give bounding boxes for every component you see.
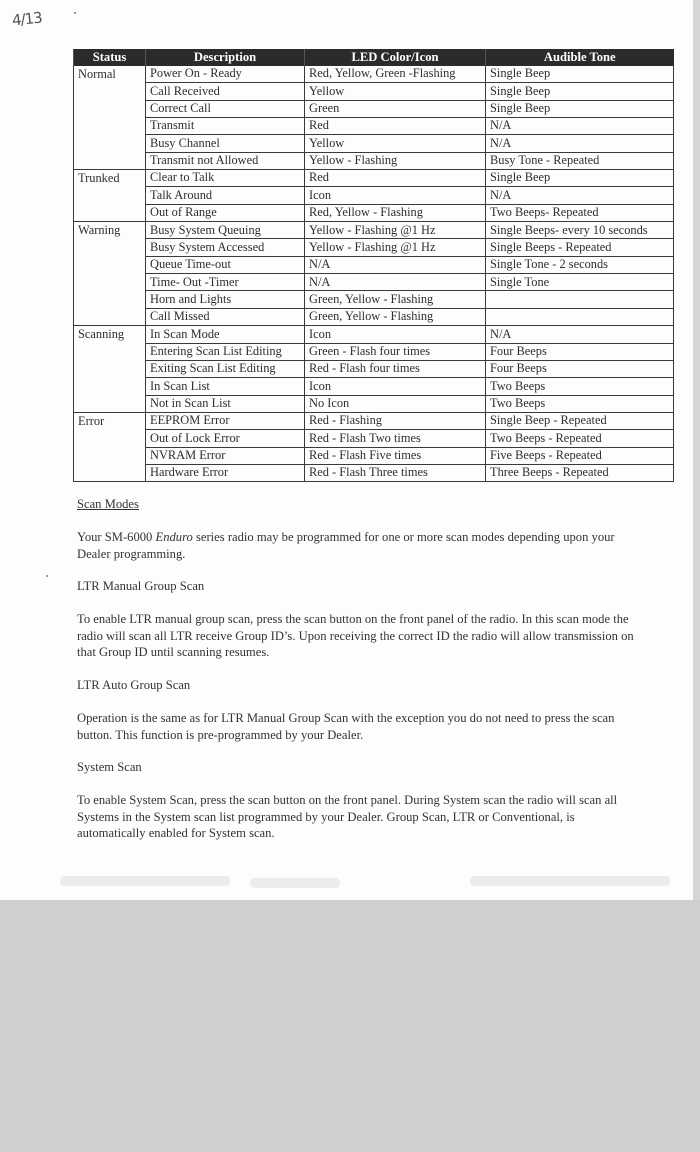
row-description: Horn and Lights <box>146 291 305 308</box>
row-audible-tone: Single Beep <box>486 83 674 100</box>
row-led-color-icon: Yellow - Flashing @1 Hz <box>305 239 486 256</box>
table-row <box>74 308 674 325</box>
row-audible-tone: Single Tone <box>486 274 674 291</box>
scan-modes-heading: Scan Modes <box>77 497 139 511</box>
table-row <box>74 170 674 187</box>
row-audible-tone: Two Beeps <box>486 395 674 412</box>
page-edge <box>693 0 700 900</box>
bleed-through-mark <box>250 878 340 888</box>
header-description: Description <box>146 49 305 66</box>
row-status <box>74 239 146 256</box>
row-description: Power On - Ready <box>146 66 305 83</box>
row-status <box>74 187 146 204</box>
row-audible-tone: Four Beeps <box>486 343 674 360</box>
row-audible-tone: Five Beeps - Repeated <box>486 447 674 464</box>
bleed-through-mark <box>470 876 670 886</box>
row-led-color-icon: Icon <box>305 378 486 395</box>
table-row <box>74 378 674 395</box>
row-status <box>74 135 146 152</box>
row-description: Out of Lock Error <box>146 430 305 447</box>
row-description: Time- Out -Timer <box>146 274 305 291</box>
table-row <box>74 100 674 117</box>
table-row <box>74 395 674 412</box>
table-row <box>74 274 674 291</box>
row-led-color-icon: Yellow <box>305 135 486 152</box>
row-led-color-icon: Red - Flash Two times <box>305 430 486 447</box>
row-audible-tone: Single Beeps - Repeated <box>486 239 674 256</box>
ltr-manual-heading: LTR Manual Group Scan <box>77 579 205 593</box>
table-row <box>74 118 674 135</box>
table-row <box>74 239 674 256</box>
table-row <box>74 430 674 447</box>
scan-speck <box>74 12 76 14</box>
intro-product-name: Enduro <box>155 530 193 544</box>
row-status: Error <box>74 412 146 429</box>
row-led-color-icon: Red - Flash Three times <box>305 464 486 481</box>
row-audible-tone: N/A <box>486 187 674 204</box>
row-description: Call Missed <box>146 308 305 325</box>
table-row <box>74 66 674 83</box>
row-description: In Scan List <box>146 378 305 395</box>
table-row <box>74 83 674 100</box>
row-description: Transmit not Allowed <box>146 152 305 169</box>
row-led-color-icon: Red - Flash Five times <box>305 447 486 464</box>
row-led-color-icon: Green, Yellow - Flashing <box>305 308 486 325</box>
scan-speck <box>46 575 48 577</box>
row-status <box>74 256 146 273</box>
row-description: Busy System Accessed <box>146 239 305 256</box>
bleed-through-mark <box>60 876 230 886</box>
ltr-auto-heading: LTR Auto Group Scan <box>77 678 191 692</box>
row-led-color-icon: Icon <box>305 187 486 204</box>
table-row <box>74 222 674 239</box>
row-led-color-icon: Red - Flashing <box>305 412 486 429</box>
table-row <box>74 326 674 343</box>
row-audible-tone: Single Tone - 2 seconds <box>486 256 674 273</box>
row-description: Busy System Queuing <box>146 222 305 239</box>
row-description: Entering Scan List Editing <box>146 343 305 360</box>
row-audible-tone: N/A <box>486 135 674 152</box>
row-description: Out of Range <box>146 204 305 221</box>
row-led-color-icon: Yellow <box>305 83 486 100</box>
ltr-auto-paragraph: Operation is the same as for LTR Manual Group Scan with the exception you do not need to press the scan button. This function is pre-programmed by your Dealer. <box>77 711 615 742</box>
table-row <box>74 256 674 273</box>
row-led-color-icon: Green <box>305 100 486 117</box>
row-status <box>74 360 146 377</box>
row-led-color-icon: Red <box>305 118 486 135</box>
table-row <box>74 187 674 204</box>
row-audible-tone <box>486 291 674 308</box>
row-description: Correct Call <box>146 100 305 117</box>
row-audible-tone: Busy Tone - Repeated <box>486 152 674 169</box>
row-led-color-icon: Yellow - Flashing <box>305 152 486 169</box>
row-audible-tone: Single Beep <box>486 66 674 83</box>
ltr-manual-paragraph: To enable LTR manual group scan, press the scan button on the front panel of the radio. In this scan mode the radio will scan all LTR receive Group ID’s. Upon receiving the correct ID the radio will allow transmission on that Group ID until scanning resumes. <box>77 612 634 660</box>
row-audible-tone: N/A <box>486 118 674 135</box>
row-status <box>74 204 146 221</box>
header-status: Status <box>74 49 146 66</box>
row-status <box>74 291 146 308</box>
intro-text-end: series radio may be programmed for one or more scan modes depending upon your Dealer programming. <box>77 530 615 561</box>
row-status <box>74 395 146 412</box>
intro-text-start: Your SM-6000 <box>77 530 156 544</box>
row-audible-tone: Single Beeps- every 10 seconds <box>486 222 674 239</box>
row-description: Hardware Error <box>146 464 305 481</box>
row-status <box>74 152 146 169</box>
row-description: Not in Scan List <box>146 395 305 412</box>
table-row <box>74 152 674 169</box>
table-row <box>74 412 674 429</box>
header-audible-tone: Audible Tone <box>486 49 674 66</box>
row-description: Call Received <box>146 83 305 100</box>
status-indicator-table <box>73 49 674 482</box>
row-status: Warning <box>74 222 146 239</box>
table-row <box>74 291 674 308</box>
row-audible-tone: Single Beep - Repeated <box>486 412 674 429</box>
row-audible-tone <box>486 308 674 325</box>
row-description: Queue Time-out <box>146 256 305 273</box>
row-description: Clear to Talk <box>146 170 305 187</box>
header-led-color-icon: LED Color/Icon <box>305 49 486 66</box>
row-description: NVRAM Error <box>146 447 305 464</box>
row-led-color-icon: Icon <box>305 326 486 343</box>
row-audible-tone: Three Beeps - Repeated <box>486 464 674 481</box>
row-led-color-icon: Green - Flash four times <box>305 343 486 360</box>
row-led-color-icon: Red <box>305 170 486 187</box>
row-audible-tone: Single Beep <box>486 170 674 187</box>
row-status: Scanning <box>74 326 146 343</box>
table-row <box>74 464 674 481</box>
row-led-color-icon: Yellow - Flashing @1 Hz <box>305 222 486 239</box>
row-status <box>74 83 146 100</box>
row-led-color-icon: Red, Yellow - Flashing <box>305 204 486 221</box>
row-audible-tone: Four Beeps <box>486 360 674 377</box>
row-audible-tone: Two Beeps- Repeated <box>486 204 674 221</box>
row-status <box>74 118 146 135</box>
row-status <box>74 343 146 360</box>
table-row <box>74 343 674 360</box>
row-audible-tone: Two Beeps <box>486 378 674 395</box>
row-status <box>74 274 146 291</box>
row-description: In Scan Mode <box>146 326 305 343</box>
table-row <box>74 204 674 221</box>
row-status: Trunked <box>74 170 146 187</box>
row-audible-tone: Two Beeps - Repeated <box>486 430 674 447</box>
row-audible-tone: Single Beep <box>486 100 674 117</box>
row-led-color-icon: N/A <box>305 274 486 291</box>
row-led-color-icon: Red - Flash four times <box>305 360 486 377</box>
table-header-row <box>74 49 674 66</box>
table-row <box>74 135 674 152</box>
row-audible-tone: N/A <box>486 326 674 343</box>
table-row <box>74 360 674 377</box>
system-scan-paragraph: To enable System Scan, press the scan button on the front panel. During System scan the radio will scan all Systems in the System scan list programmed by your Dealer. Group Scan, LTR or Conventional, is automatically enabled for System scan. <box>77 793 618 841</box>
row-status <box>74 447 146 464</box>
row-description: EEPROM Error <box>146 412 305 429</box>
row-led-color-icon: N/A <box>305 256 486 273</box>
scan-modes-intro <box>77 529 637 562</box>
row-description: Talk Around <box>146 187 305 204</box>
row-led-color-icon: Red, Yellow, Green -Flashing <box>305 66 486 83</box>
handwritten-page-note: 4/13 <box>11 8 43 30</box>
row-status <box>74 100 146 117</box>
row-status: Normal <box>74 66 146 83</box>
row-description: Busy Channel <box>146 135 305 152</box>
system-scan-heading: System Scan <box>77 760 142 774</box>
row-led-color-icon: No Icon <box>305 395 486 412</box>
row-status <box>74 464 146 481</box>
row-led-color-icon: Green, Yellow - Flashing <box>305 291 486 308</box>
table-body <box>74 66 674 482</box>
row-status <box>74 308 146 325</box>
row-description: Exiting Scan List Editing <box>146 360 305 377</box>
row-status <box>74 430 146 447</box>
row-description: Transmit <box>146 118 305 135</box>
table-row <box>74 447 674 464</box>
scanner-background <box>0 900 700 1152</box>
row-status <box>74 378 146 395</box>
